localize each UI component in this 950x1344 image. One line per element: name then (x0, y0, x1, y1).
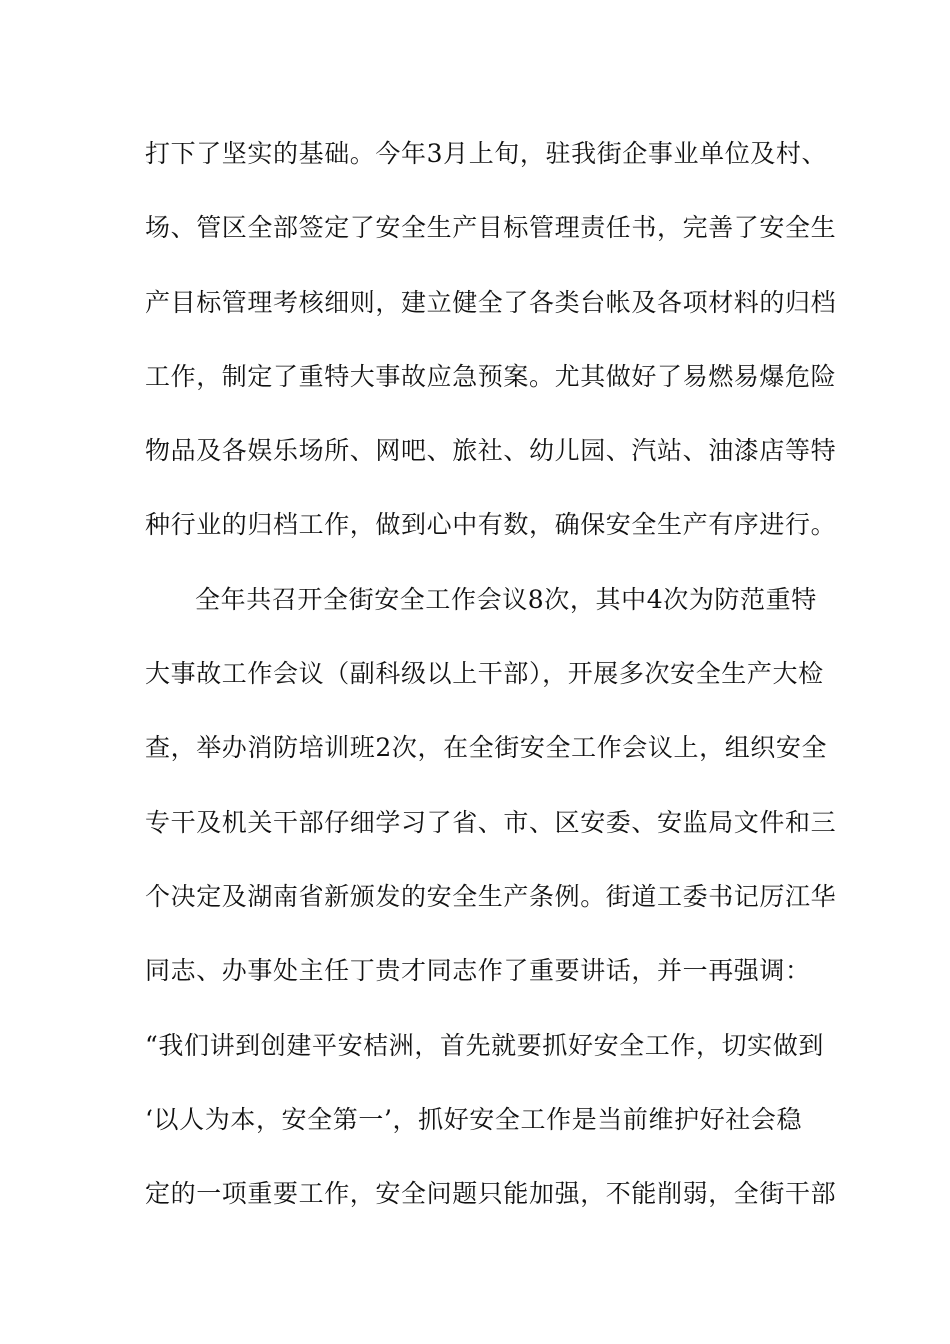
text-line: 产目标管理考核细则，建立健全了各类台帐及各项材料的归档 (145, 287, 837, 317)
text-line: 物品及各娱乐场所、网吧、旅社、幼儿园、汽站、油漆店等特 (145, 436, 837, 466)
document-body (145, 124, 837, 1238)
text-line: 专干及机关干部仔细学习了省、市、区安委、安监局文件和三 (145, 807, 837, 837)
text-line: 查，举办消防培训班2次，在全街安全工作会议上，组织安全 (145, 733, 828, 763)
text-line: 种行业的归档工作，做到心中有数，确保安全生产有序进行。 (145, 510, 837, 540)
paragraph-first-line: 全年共召开全街安全工作会议8次，其中4次为防范重特 (195, 584, 817, 614)
text-line: 定的一项重要工作，安全问题只能加强，不能削弱，全街干部 (145, 1179, 837, 1209)
text-line: ‘以人为本，安全第一’，抓好安全工作是当前维护好社会稳 (145, 1104, 803, 1134)
text-line: 大事故工作会议（副科级以上干部），开展多次安全生产大检 (145, 659, 824, 689)
text-line: 同志、办事处主任丁贵才同志作了重要讲话，并一再强调： (145, 956, 811, 986)
text-line: 打下了坚实的基础。今年3月上旬，驻我街企事业单位及村、 (145, 139, 828, 168)
text-line: 工作，制定了重特大事故应急预案。尤其做好了易燃易爆危险 (145, 361, 837, 391)
text-line: 场、管区全部签定了安全生产目标管理责任书，完善了安全生 (145, 213, 837, 243)
text-line: “我们讲到创建平安桔洲，首先就要抓好安全工作，切实做到 (145, 1030, 824, 1060)
text-line: 个决定及湖南省新颁发的安全生产条例。街道工委书记厉江华 (145, 881, 837, 911)
